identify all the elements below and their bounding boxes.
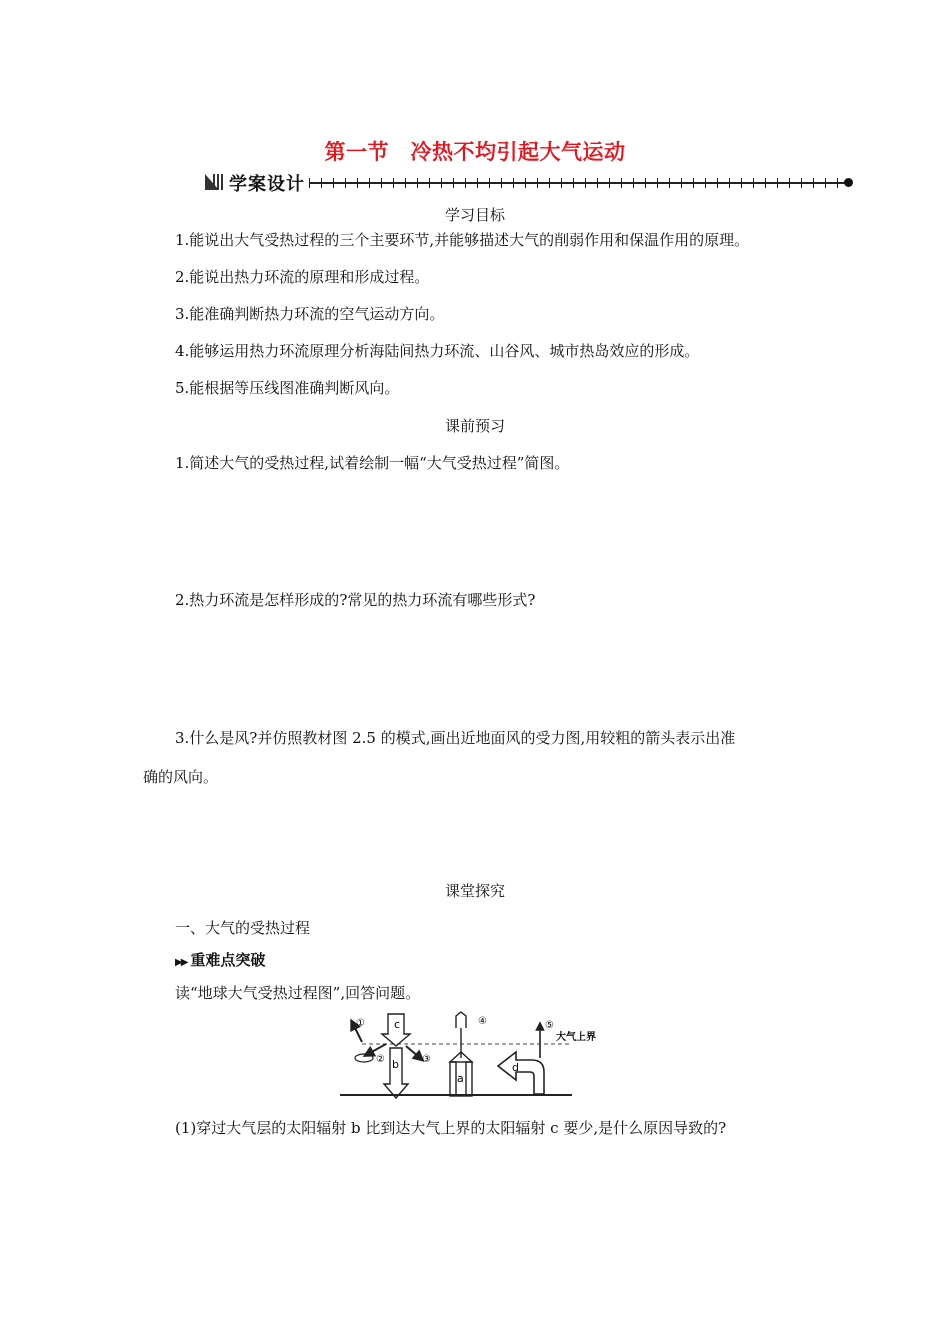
goals-heading: 学习目标	[444, 206, 505, 224]
label-4: ④	[478, 1016, 487, 1027]
goal-item: 4.能够运用热力环流原理分析海陆间热力环流、山谷风、城市热岛效应的形成。	[175, 342, 700, 360]
atmosphere-heating-diagram	[340, 1010, 620, 1105]
goal-item: 1.能说出大气受热过程的三个主要环节,并能够描述大气的削弱作用和保温作用的原理。	[175, 231, 750, 249]
goal-item: 2.能说出热力环流的原理和形成过程。	[175, 268, 430, 286]
banner-ruler-ticks	[309, 178, 847, 188]
section-banner	[205, 168, 855, 198]
page-title: 第一节 冷热不均引起大气运动	[324, 139, 626, 164]
label-3: ③	[422, 1054, 431, 1065]
arrow-3	[406, 1046, 420, 1058]
preview-question-3: 3.什么是风?并仿照教材图 2.5 的模式,画出近地面风的受力图,用较粗的箭头表示出准	[175, 729, 736, 747]
label-2: ②	[376, 1054, 385, 1065]
arrow-d	[498, 1052, 544, 1094]
preview-heading: 课前预习	[444, 417, 505, 435]
preview-question-3-cont: 确的风向。	[143, 768, 219, 786]
class-question-1: (1)穿过大气层的太阳辐射 b 比到达大气上界的太阳辐射 c 要少,是什么原因导致的?	[175, 1119, 727, 1137]
label-5: ⑤	[545, 1020, 554, 1031]
banner-label: 学案设计	[229, 174, 305, 195]
focus-heading	[175, 949, 265, 970]
banner-stripes-icon	[213, 174, 223, 190]
label-b: b	[392, 1058, 399, 1071]
label-c: c	[394, 1018, 401, 1031]
arrow-2	[368, 1044, 386, 1054]
preview-question-1: 1.简述大气的受热过程,试着绘制一幅“大气受热过程”简图。	[175, 454, 570, 472]
focus-label: 重难点突破	[190, 951, 266, 969]
class-heading: 课堂探究	[444, 882, 505, 900]
label-a: a	[457, 1072, 464, 1085]
label-d: d	[512, 1061, 519, 1074]
arrow-b	[384, 1048, 408, 1098]
boundary-label: 大气上界	[556, 1032, 596, 1043]
goal-item: 3.能准确判断热力环流的空气运动方向。	[175, 305, 445, 323]
class-instruction: 读“地球大气受热过程图”,回答问题。	[175, 984, 421, 1002]
label-1: ①	[356, 1018, 365, 1029]
double-arrow-icon: ▶▶	[175, 957, 187, 968]
class-part-1: 一、大气的受热过程	[175, 919, 311, 937]
banner-end-dot	[844, 178, 853, 187]
goal-item: 5.能根据等压线图准确判断风向。	[175, 379, 400, 397]
cloud-shape	[355, 1054, 373, 1062]
preview-question-2: 2.热力环流是怎样形成的?常见的热力环流有哪些形式?	[175, 591, 536, 609]
arrow-4	[456, 1012, 466, 1028]
